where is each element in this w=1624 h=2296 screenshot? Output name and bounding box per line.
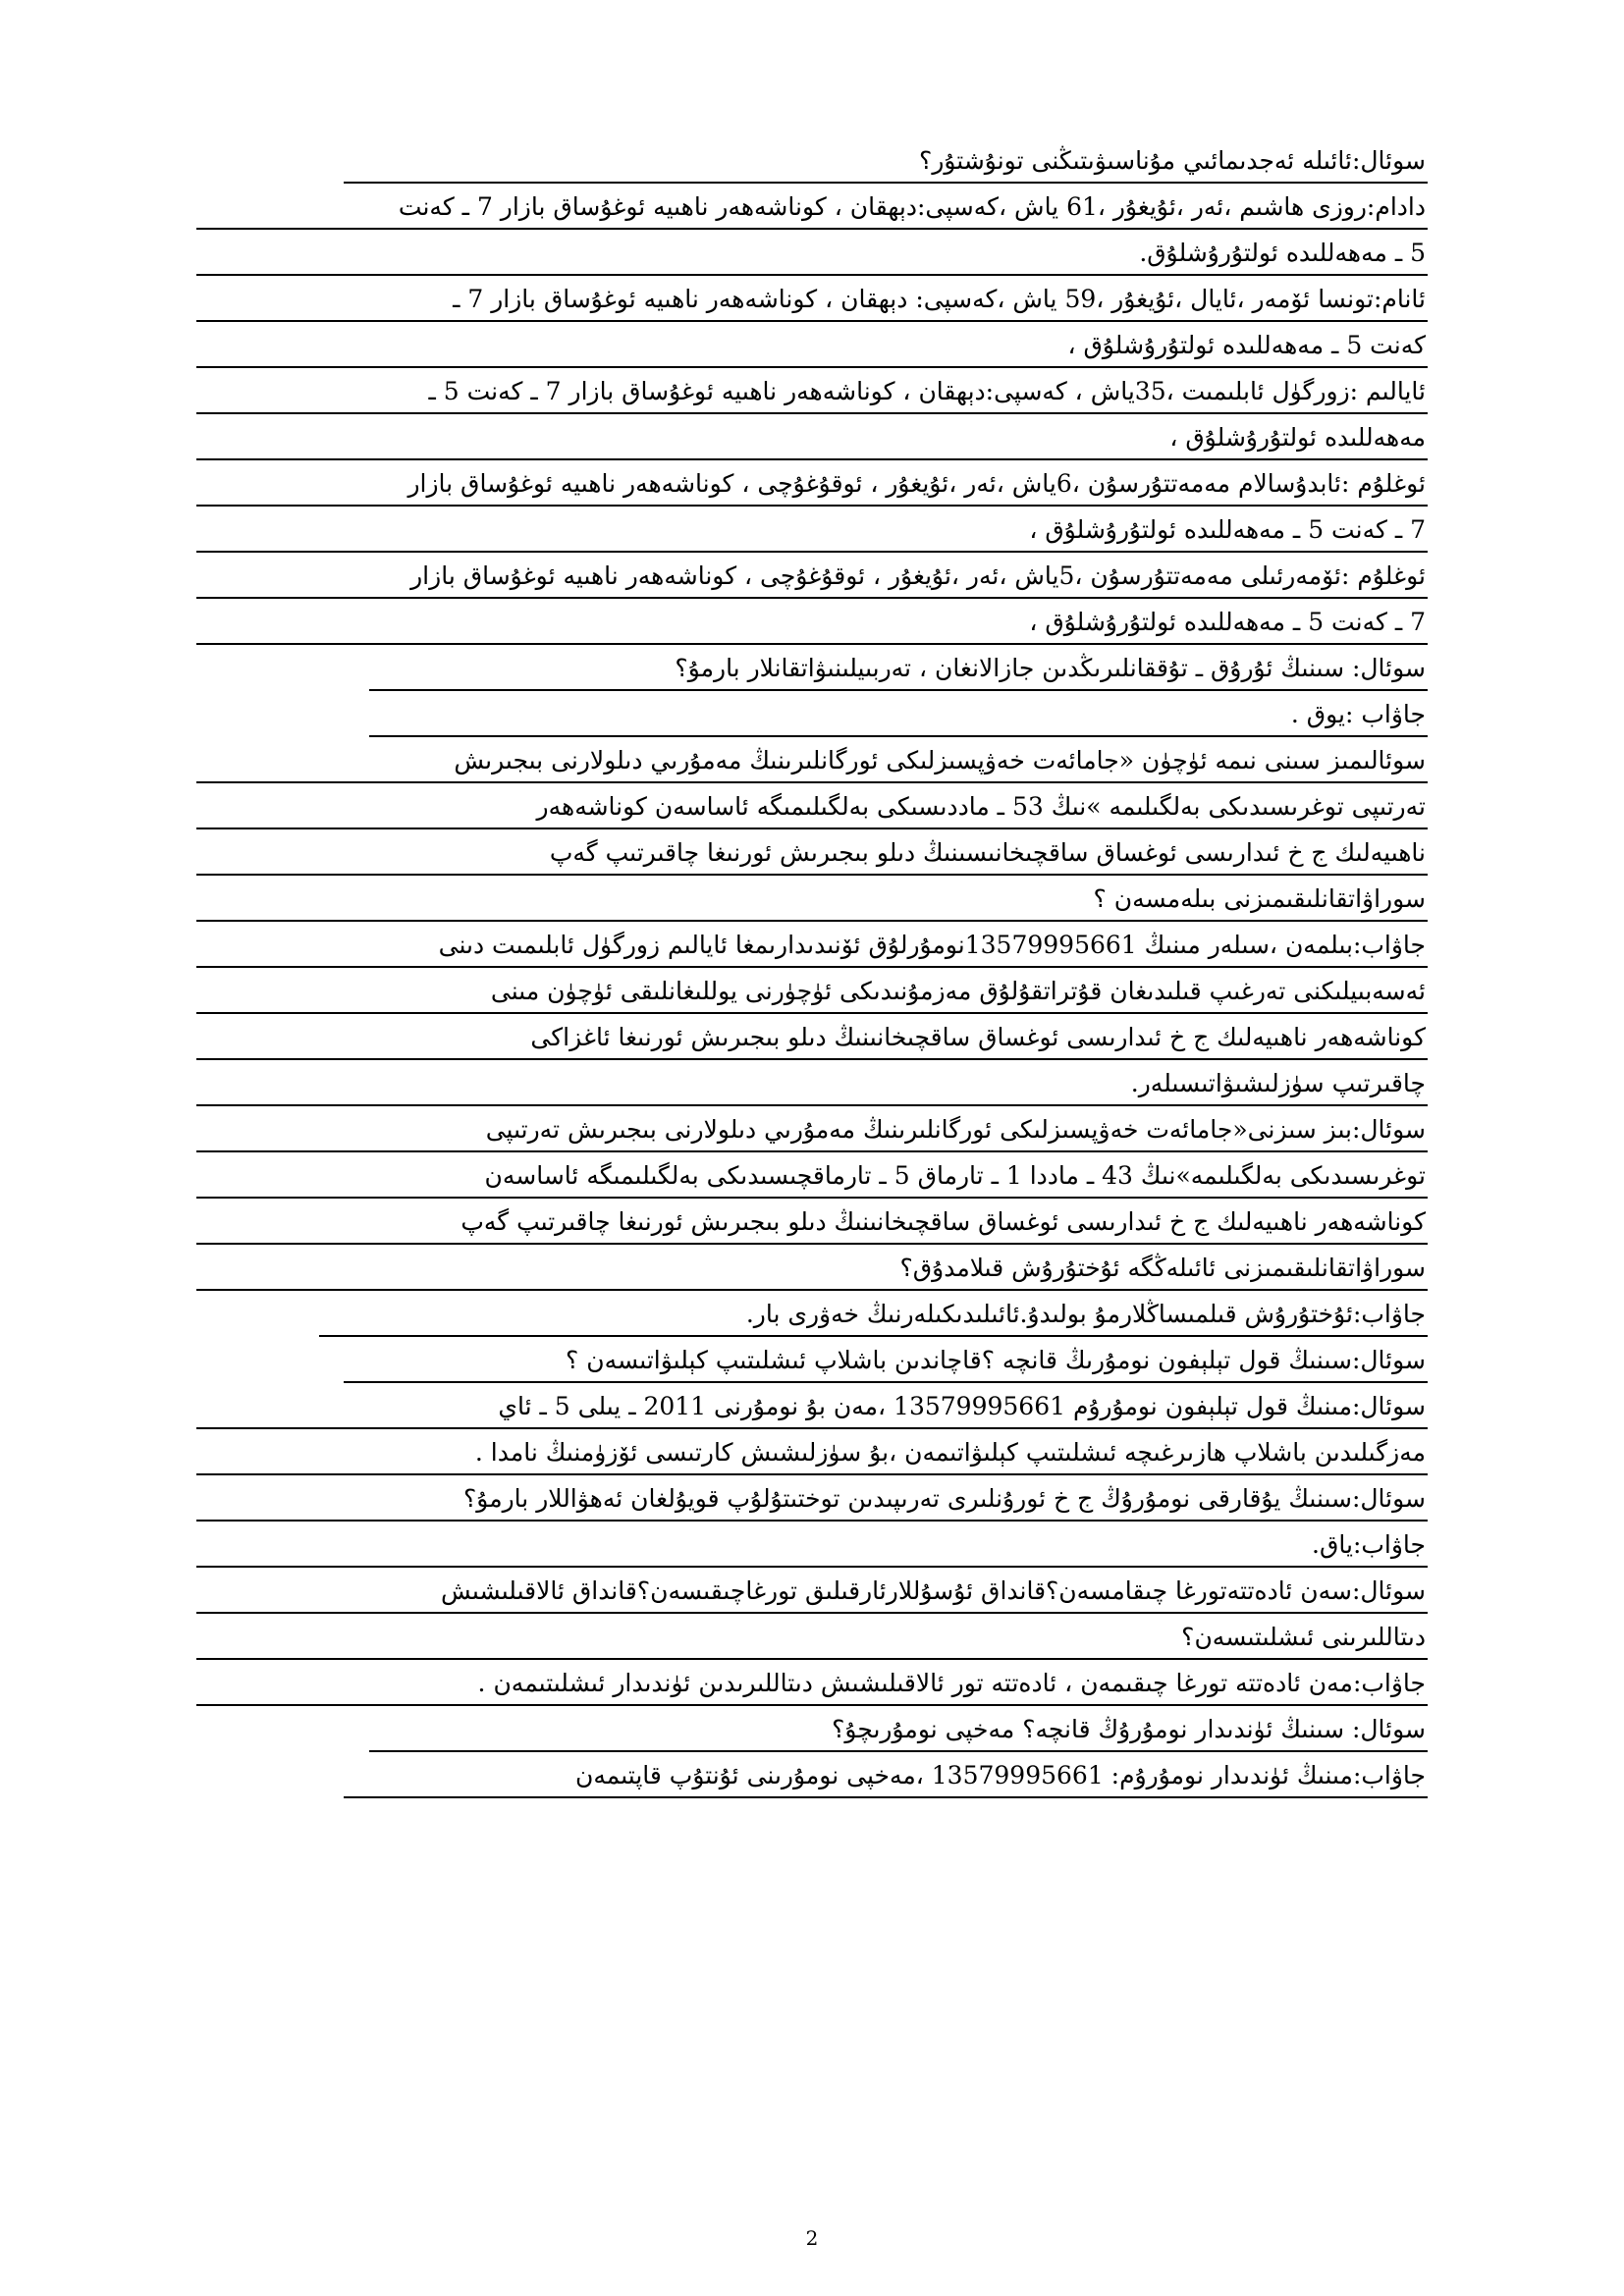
answer-phone: سوئال:مىنىڭ قول تېلېفون نومۇرۇم 13579995661 ،مەن بۇ نومۇرنى 2011 ـ يىلى 5 ـ ئاي xyxy=(196,1383,1428,1429)
question-relatives: سوئال: سىنىڭ ئۇرۇق ـ تۇققانلىرىڭدىن جازالانغان ، تەربىيلىنىۋاتقانلار بارمۇ؟ xyxy=(369,645,1428,691)
interview-transcript xyxy=(196,137,1428,1798)
question-notify-4: سوراۋاتقانلىقىمىزنى ئائىلەڭگە ئۇختۇرۇش قىلامدۇق؟ xyxy=(196,1245,1428,1291)
answer-summons-3: كوناشەھەر ناھىيەلىك ج خ ئىدارىسى ئوغساق ساقچىخانىنىڭ دىلو بىجىرىش ئورنىغا ئاغزاكى xyxy=(196,1014,1428,1060)
wife-info-cont: مەھەللىدە ئولتۇرۇشلۇق ، xyxy=(196,414,1428,460)
answer-relatives: جاۋاب :يوق . xyxy=(369,691,1428,737)
son1-info-cont: 7 ـ كەنت 5 ـ مەھەللىدە ئولتۇرۇشلۇق ، xyxy=(196,507,1428,553)
answer-phone-blocked: جاۋاب:ياق. xyxy=(196,1522,1428,1568)
son2-info: ئوغلۇم :ئۆمەرئىلى مەمەتتۇرسۇن ،5ياش ،ئەر ،ئۇيغۇر ، ئوقۇغۇچى ، كوناشەھەر ناھىيە ئوغۇساق بازار xyxy=(196,553,1428,599)
answer-notify: جاۋاب:ئۇختۇرۇش قىلمىساڭلارمۇ بولىدۇ.ئائىلىدىكىلەرنىڭ خەۋرى بار. xyxy=(319,1291,1428,1337)
answer-internet: جاۋاب:مەن ئادەتتە تورغا چىقىمەن ، ئادەتتە تور ئالاقىلىشىش دىتاللىرىدىن ئۈندىدار ئىشلىتىمەن . xyxy=(196,1660,1428,1706)
question-phone: سوئال:سىنىڭ قول تېلېفون نومۇرىڭ قانچە ؟قاچاندىن باشلاپ ئىشلىتىپ كېلىۋاتىسەن ؟ xyxy=(344,1337,1428,1383)
question-internet-2: دىتاللىرىنى ئىشلىتىسەن؟ xyxy=(196,1614,1428,1660)
answer-summons: جاۋاب:بىلمەن ،سىلەر مىنىڭ 13579995661نومۇرلۇق ئۆنىدىدارىمغا ئايالىم زورگۈل ئابلىمىت دىنى xyxy=(196,922,1428,968)
question-notify-2: توغرىسىدىكى بەلگىلىمە»نىڭ 43 ـ ماددا 1 ـ تارماق 5 ـ تارماقچىسىدىكى بەلگىلىمىگە ئاساسەن xyxy=(196,1152,1428,1199)
answer-wechat: جاۋاب:مىنىڭ ئۈندىدار نومۇرۇم: 13579995661 ،مەخپى نومۇرىنى ئۇنتۇپ قاپتىمەن xyxy=(344,1752,1428,1798)
answer-summons-2: ئەسەبىيلىكنى تەرغىپ قىلىدىغان قۇتراتقۇلۇق مەزمۇنىدىكى ئۈچۈرنى يوللىغانلىقى ئۈچۈن مىنى xyxy=(196,968,1428,1014)
mother-info: ئانام:تونسا ئۆمەر ،ئايال ،ئۇيغۇر ،59 ياش ،كەسپى: دېھقان ، كوناشەھەر ناھىيە ئوغۇساق بازار 7 ـ xyxy=(196,276,1428,322)
question-summons-3: ناھىيەلىك ج خ ئىدارىسى ئوغساق ساقچىخانىسىنىڭ دىلو بىجىرىش ئورنىغا چاقىرتىپ گەپ xyxy=(196,829,1428,876)
question-wechat: سوئال: سىنىڭ ئۈندىدار نومۇرۇڭ قانچە؟ مەخپى نومۇرىچۇ؟ xyxy=(369,1706,1428,1752)
question-notify-3: كوناشەھەر ناھىيەلىك ج خ ئىدارىسى ئوغساق ساقچىخانىنىڭ دىلو بىجىرىش ئورنىغا چاقىرتىپ گەپ xyxy=(196,1199,1428,1245)
father-info: دادام:روزى ھاشىم ،ئەر ،ئۇيغۇر ،61 ياش ،كەسپى:دېھقان ، كوناشەھەر ناھىيە ئوغۇساق بازار 7 ـ كەنت xyxy=(196,184,1428,230)
question-notify: سوئال:بىز سىزنى«جامائەت خەۋپسىزلىكى ئورگانلىرىنىڭ مەمۇرىي دىلولارنى بىجىرىش تەرتىپى xyxy=(196,1106,1428,1152)
question-phone-blocked: سوئال:سىنىڭ يۇقارقى نومۇرۇڭ ج خ ئورۇنلىرى تەرىپىدىن توختىتۇلۇپ قويۇلغان ئەھۋاللار بارمۇ؟ xyxy=(196,1475,1428,1522)
answer-phone-2: مەزگىلىدىن باشلاپ ھازىرغىچە ئىشلىتىپ كېلىۋاتىمەن ،بۇ سۈزلىشىش كارتىسى ئۆزۈمنىڭ نامدا . xyxy=(196,1429,1428,1475)
question-internet: سوئال:سەن ئادەتتەتورغا چىقامسەن؟قانداق ئۇسۇللارئارقىلىق تورغاچىقىسەن؟قانداق ئالاقىلىشىش xyxy=(196,1568,1428,1614)
question-summons-4: سوراۋاتقانلىقىمىزنى بىلەمسەن ؟ xyxy=(196,876,1428,922)
page-number: 2 xyxy=(805,2226,819,2250)
question-family: سوئال:ئائىلە ئەجدىمائىي مۇناسىۋىتىڭنى تونۇشتۇر؟ xyxy=(344,137,1428,184)
wife-info: ئايالىم :زورگۈل ئابلىمىت ،35ياش ، كەسپى:دېھقان ، كوناشەھەر ناھىيە ئوغۇساق بازار 7 ـ كەنت 5 ـ xyxy=(196,368,1428,414)
father-info-cont: 5 ـ مەھەللىدە ئولتۇرۇشلۇق. xyxy=(196,230,1428,276)
son2-info-cont: 7 ـ كەنت 5 ـ مەھەللىدە ئولتۇرۇشلۇق ، xyxy=(196,599,1428,645)
son1-info: ئوغلۇم :ئابدۇسالام مەمەتتۇرسۇن ،6ياش ،ئەر ،ئۇيغۇر ، ئوقۇغۇچى ، كوناشەھەر ناھىيە ئوغۇساق بازار xyxy=(196,460,1428,507)
answer-summons-4: چاقىرتىپ سۈزلىشىۋاتىسىلەر. xyxy=(196,1060,1428,1106)
mother-info-cont: كەنت 5 ـ مەھەللىدە ئولتۇرۇشلۇق ، xyxy=(196,322,1428,368)
question-summons-2: تەرتىپى توغرىسىدىكى بەلگىلىمە »نىڭ 53 ـ ماددىسىكى بەلگىلىمىگە ئاساسەن كوناشەھەر xyxy=(196,783,1428,829)
question-summons: سوئالىمىز سىنى نىمە ئۈچۈن «جامائەت خەۋپسىزلىكى ئورگانلىرىنىڭ مەمۇرىي دىلولارنى بىجىرىش xyxy=(196,737,1428,783)
